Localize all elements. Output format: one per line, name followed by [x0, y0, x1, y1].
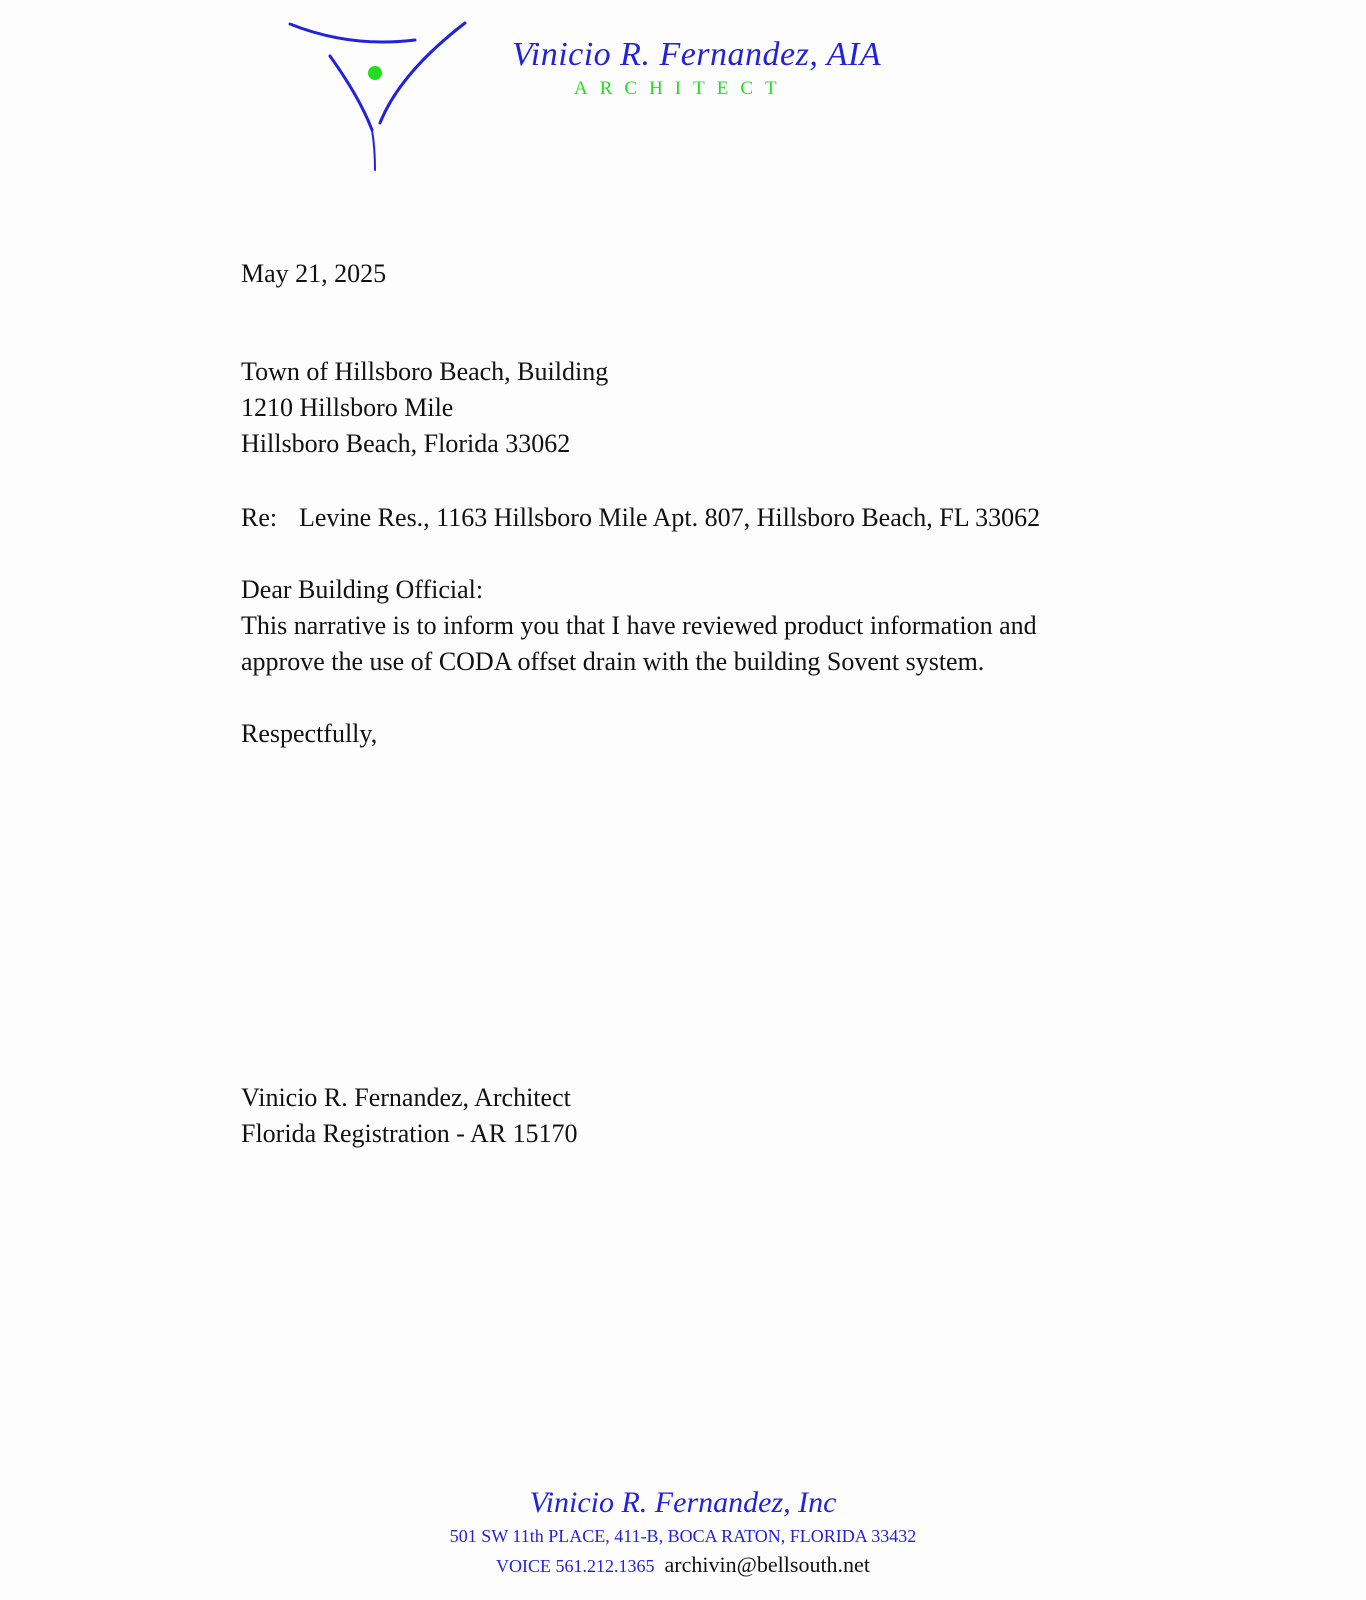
architect-triangle-logo [280, 18, 480, 178]
subject-line [241, 500, 1040, 536]
letter-date: May 21, 2025 [241, 259, 387, 288]
signature-block [241, 1080, 578, 1152]
green-dot-icon [368, 66, 382, 80]
recipient-address [241, 354, 608, 462]
letterhead-title: ARCHITECT [574, 78, 789, 99]
footer-email-link[interactable]: archivin@bellsouth.net [664, 1552, 870, 1577]
signature-name: Vinicio R. Fernandez, Architect [241, 1083, 571, 1112]
footer-voice: VOICE 561.212.1365 [496, 1556, 655, 1576]
body-line-2: approve the use of CODA offset drain with the building Sovent system. [241, 647, 985, 676]
footer-company: Vinicio R. Fernandez, Inc [529, 1486, 837, 1519]
letter-body [241, 572, 1037, 680]
closing: Respectfully, [241, 719, 378, 748]
footer-address: 501 SW 11th PLACE, 411-B, BOCA RATON, FLORIDA 33432 [449, 1526, 917, 1546]
recipient-line-3: Hillsboro Beach, Florida 33062 [241, 429, 571, 458]
footer-contact [0, 1552, 1366, 1578]
body-line-1: This narrative is to inform you that I have reviewed product information and [241, 611, 1037, 640]
salutation: Dear Building Official: [241, 575, 484, 604]
subject-text: Levine Res., 1163 Hillsboro Mile Apt. 807, Hillsboro Beach, FL 33062 [299, 503, 1041, 532]
signature-registration: Florida Registration - AR 15170 [241, 1119, 578, 1148]
recipient-line-2: 1210 Hillsboro Mile [241, 393, 454, 422]
letterhead-name: Vinicio R. Fernandez, AIA [512, 36, 882, 73]
recipient-line-1: Town of Hillsboro Beach, Building [241, 357, 609, 386]
subject-label: Re: [241, 503, 278, 532]
